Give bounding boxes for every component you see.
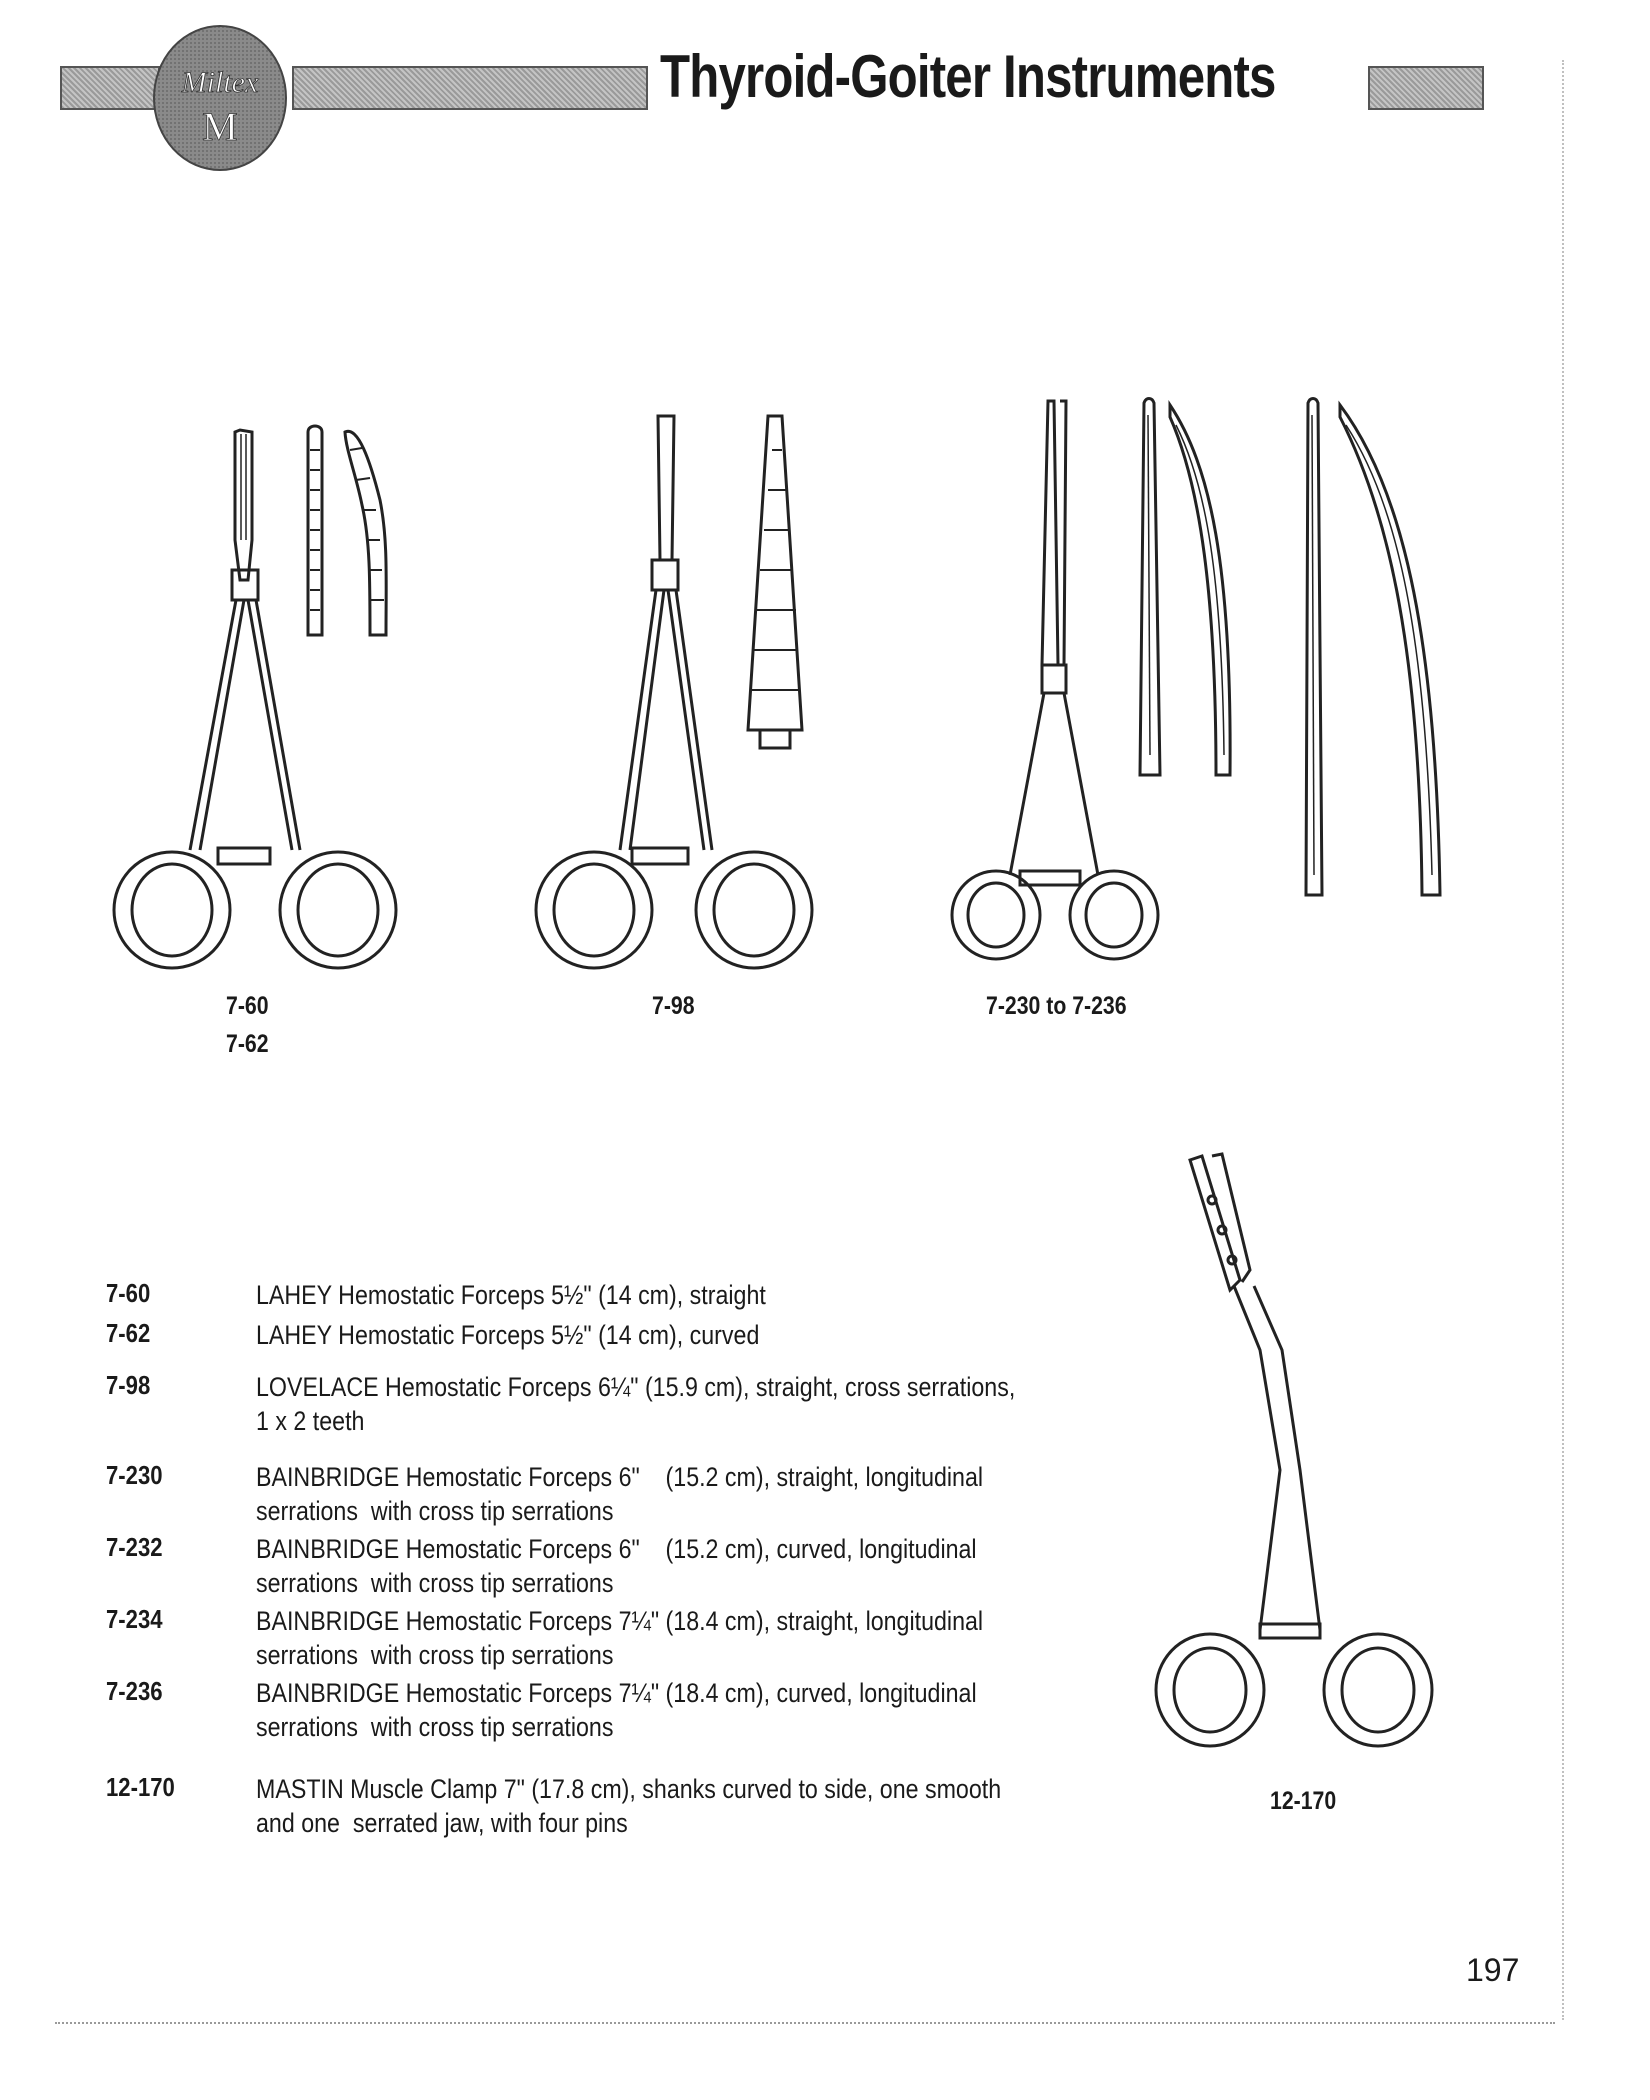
bainbridge-forceps-icon xyxy=(930,395,1510,965)
figure-label-7-98: 7-98 xyxy=(652,992,695,1020)
miltex-logo xyxy=(150,22,290,172)
catalog-code: 7-62 xyxy=(106,1318,151,1348)
figure-bainbridge-forceps xyxy=(930,395,1510,965)
figure-label-7-230-to-7-236: 7-230 to 7-236 xyxy=(986,992,1127,1020)
catalog-code: 7-234 xyxy=(106,1604,163,1634)
catalog-code: 7-236 xyxy=(106,1676,163,1706)
bottom-rule xyxy=(55,2022,1555,2024)
catalog-code: 7-230 xyxy=(106,1460,163,1490)
catalog-description: BAINBRIDGE Hemostatic Forceps 7¼" (18.4 cm), curved, longitudinal serrations with cross tip serrations xyxy=(256,1678,977,1742)
figure-label-12-170: 12-170 xyxy=(1270,1787,1337,1815)
catalog-code: 7-232 xyxy=(106,1532,163,1562)
figure-label-7-62: 7-62 xyxy=(226,1030,269,1058)
catalog-description: LOVELACE Hemostatic Forceps 6¼" (15.9 cm), straight, cross serrations, 1 x 2 teeth xyxy=(256,1372,1016,1436)
lovelace-forceps-icon xyxy=(520,410,830,980)
catalog-description: LAHEY Hemostatic Forceps 5½" (14 cm), curved xyxy=(256,1320,760,1350)
page-number: 197 xyxy=(1466,1952,1520,1988)
header-bar-middle xyxy=(292,66,648,110)
catalog-description: BAINBRIDGE Hemostatic Forceps 6" (15.2 cm), curved, longitudinal serrations with cross tip serrations xyxy=(256,1534,977,1598)
mastin-clamp-icon xyxy=(1150,1150,1440,1770)
figure-label-7-60: 7-60 xyxy=(226,992,269,1020)
catalog-description: LAHEY Hemostatic Forceps 5½" (14 cm), straight xyxy=(256,1280,766,1310)
logo-monogram-text: M xyxy=(202,104,238,149)
figure-lovelace-forceps xyxy=(520,410,830,980)
logo-brand-text: Miltex xyxy=(181,66,259,99)
header-bar-left xyxy=(60,66,160,110)
right-edge-rule xyxy=(1562,60,1564,2020)
lahey-forceps-icon xyxy=(100,420,430,980)
catalog-description: MASTIN Muscle Clamp 7" (17.8 cm), shanks curved to side, one smooth and one serrated jaw, with four pins xyxy=(256,1774,1002,1838)
catalog-code: 7-60 xyxy=(106,1278,151,1308)
catalog-code: 12-170 xyxy=(106,1772,175,1802)
figure-lahey-forceps xyxy=(100,420,430,980)
page-title: Thyroid-Goiter Instruments xyxy=(660,43,1276,110)
catalog-code: 7-98 xyxy=(106,1370,151,1400)
header-bar-right xyxy=(1368,66,1484,110)
catalog-description: BAINBRIDGE Hemostatic Forceps 6" (15.2 cm), straight, longitudinal serrations with cross tip serrations xyxy=(256,1462,984,1526)
figure-mastin-clamp xyxy=(1150,1150,1440,1770)
catalog-description: BAINBRIDGE Hemostatic Forceps 7¼" (18.4 cm), straight, longitudinal serrations with cross tip serrations xyxy=(256,1606,984,1670)
